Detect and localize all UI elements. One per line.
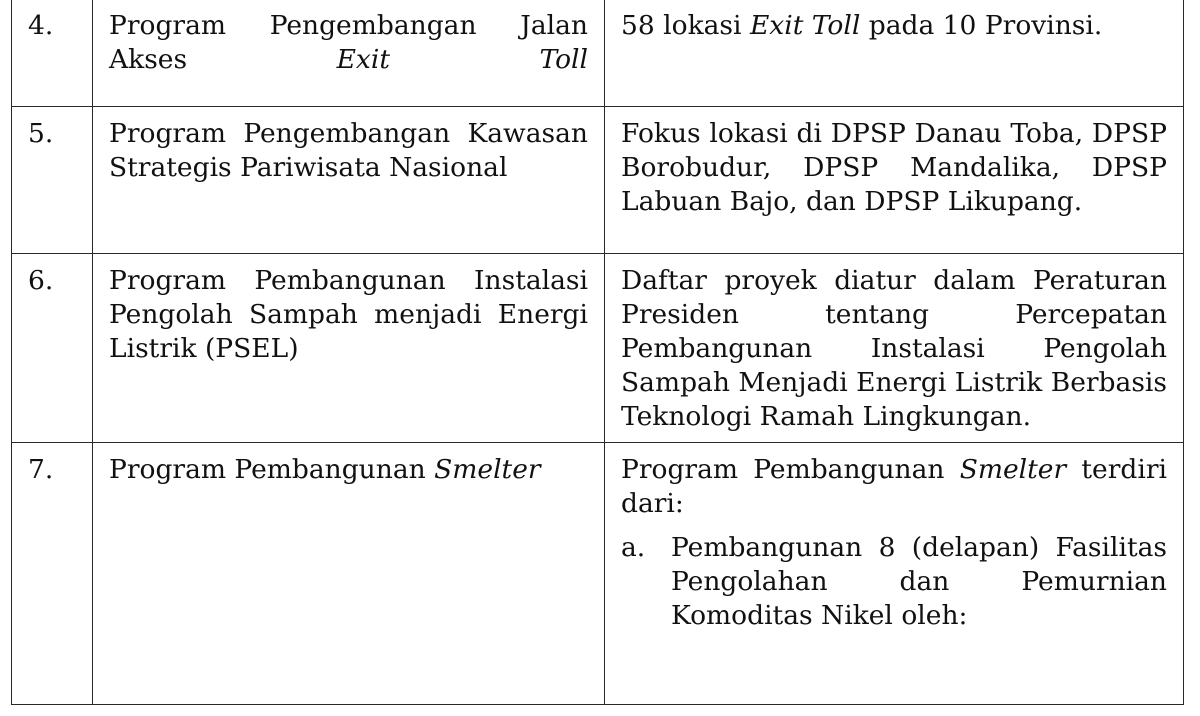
program-name-italic: Smelter <box>434 454 541 485</box>
program-description <box>605 0 1184 107</box>
row-number: 5. <box>12 107 93 254</box>
list-item <box>621 531 1167 633</box>
program-name-text: Program Pengembangan Jalan Akses <box>109 10 588 75</box>
row-number: 6. <box>12 254 93 443</box>
table-row <box>12 254 1184 443</box>
table-row <box>12 0 1184 107</box>
program-table <box>11 0 1184 705</box>
description-intro-italic: Smelter <box>959 454 1067 485</box>
description-italic: Exit Toll <box>749 10 861 41</box>
program-description <box>605 443 1184 705</box>
program-description: Fokus lokasi di DPSP Danau Toba, DPSP Borobudur, DPSP Mandalika, DPSP Labuan Bajo, dan DPSP Likupang. <box>605 107 1184 254</box>
program-description: Daftar proyek diatur dalam Peraturan Presiden tentang Percepatan Pembangunan Instalasi Pengolah Sampah Menjadi Energi Listrik Berbasis Teknologi Ramah Lingkungan. <box>605 254 1184 443</box>
description-intro <box>621 453 1167 521</box>
description-text: 58 lokasi <box>621 10 750 41</box>
program-name: Program Pembangunan Instalasi Pengolah Sampah menjadi Energi Listrik (PSEL) <box>93 254 605 443</box>
description-text-end: pada 10 Provinsi. <box>860 10 1103 41</box>
program-name-text: Program Pembangunan <box>109 454 435 485</box>
list-item-marker: a. <box>621 532 646 563</box>
program-name <box>93 443 605 705</box>
program-name: Program Pengembangan Kawasan Strategis Pariwisata Nasional <box>93 107 605 254</box>
row-number: 4. <box>12 0 93 107</box>
program-name-italic: Exit Toll <box>336 44 588 75</box>
row-number: 7. <box>12 443 93 705</box>
program-name <box>93 0 605 107</box>
table-row <box>12 443 1184 705</box>
list-item-text: Pembangunan 8 (delapan) Fasilitas Pengolahan dan Pemurnian Komoditas Nikel oleh: <box>671 532 1167 631</box>
description-intro-text-end: terdiri dari: <box>621 454 1167 519</box>
description-intro-text: Program Pembangunan <box>621 454 960 485</box>
table-row <box>12 107 1184 254</box>
